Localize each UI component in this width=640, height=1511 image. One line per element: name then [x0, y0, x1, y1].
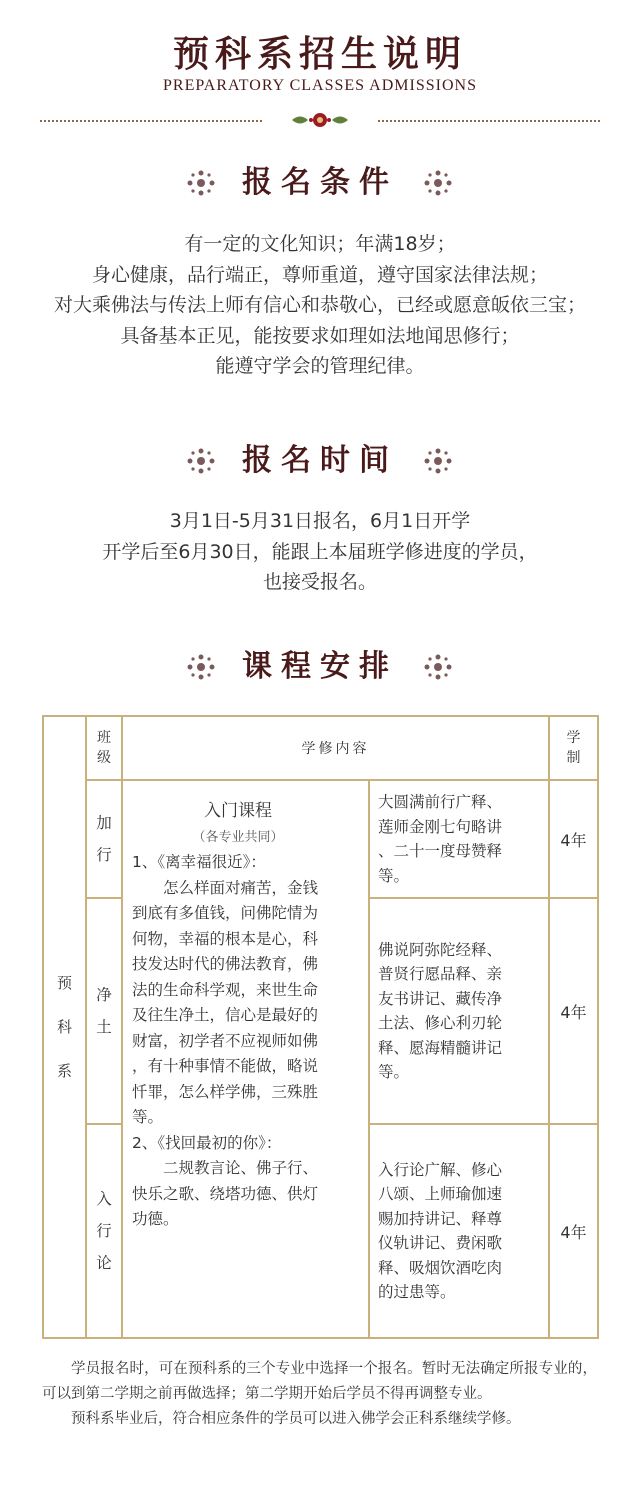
schedule-line: 3月1日-5月31日报名，6月1日开学	[169, 510, 471, 532]
common-course-title: 入门课程	[204, 801, 272, 821]
class-label: 入 行 论	[96, 1190, 112, 1272]
common-course-cell	[122, 780, 369, 1338]
schedule-line: 也接受报名。	[262, 571, 377, 593]
col-class-header	[86, 716, 122, 780]
page-title: 预科系招生说明	[172, 33, 467, 75]
admission-notes	[42, 1357, 597, 1432]
requirements-text	[0, 229, 640, 382]
dept-cell	[43, 716, 86, 1338]
course-item-line: 二规教言论、佛子行、	[163, 1159, 319, 1177]
table-row	[43, 780, 598, 898]
course-item-line: 忏罪，怎么样学佛，三殊胜	[132, 1082, 319, 1101]
col-content-header: 学修内容	[122, 716, 549, 780]
course-item-line: 法的生命科学观，来世生命	[132, 980, 319, 999]
requirements-heading	[0, 163, 640, 207]
note-paragraph: 预科系毕业后，符合相应条件的学员可以进入佛学会正科系继续学修。	[71, 1411, 521, 1427]
dharma-wheel-right-icon	[422, 447, 454, 475]
page-subtitle: PREPARATORY CLASSES ADMISSIONS	[163, 77, 477, 94]
texts-cell	[369, 898, 549, 1124]
text-line: 八颂、上师瑜伽速	[378, 1185, 503, 1203]
col-years-label: 学 制	[566, 730, 581, 766]
schedule-line: 开学后至6月30日，能跟上本届班学修进度的学员，	[102, 540, 538, 563]
text-line: 佛说阿弥陀经释、	[378, 940, 503, 959]
requirement-line: 能遵守学会的管理纪律。	[215, 355, 425, 377]
class-label: 加 行	[96, 814, 112, 864]
text-line: 释、吸烟饮酒吃肉	[378, 1258, 503, 1277]
col-class-label: 班 级	[97, 730, 111, 766]
course-item-line: 技发达时代的佛法教育，佛	[132, 955, 319, 973]
text-line: 赐加持讲记、释尊	[378, 1209, 503, 1228]
course-item-title: 2、《找回最初的你》：	[132, 1133, 282, 1152]
col-years-header	[549, 716, 598, 780]
course-item-line: 及往生净土，信心是最好的	[132, 1006, 319, 1024]
course-item-line: 等。	[132, 1108, 164, 1126]
course-table	[42, 715, 599, 1339]
course-item-line: 快乐之歌、绕塔功德、供灯	[132, 1184, 319, 1203]
text-line: 、二十一度母赞释	[378, 842, 503, 860]
note-paragraph: 学员报名时，可在预科系的三个专业中选择一个报名。暂时无法确定所报专业的，可以到第二学期之前再做选择；第二学期开始后学员不得再调整专业。	[42, 1361, 597, 1402]
course-item-line: 到底有多值钱，问佛陀情为	[132, 904, 319, 922]
years-cell: 4年	[549, 1124, 598, 1338]
schedule-heading	[0, 441, 640, 485]
text-line: 入行论广解、修心	[378, 1160, 503, 1179]
text-line: 大圆满前行广释、	[378, 793, 503, 811]
text-line: 释、愿海精髓讲记	[378, 1038, 503, 1057]
years-cell: 4年	[549, 780, 598, 898]
course-item-line: 何物，幸福的根本是心，科	[132, 929, 319, 948]
text-line: 等。	[378, 866, 410, 885]
texts-cell	[369, 1124, 549, 1338]
dharma-wheel-right-icon	[422, 653, 454, 681]
texts-cell	[369, 780, 549, 898]
courses-heading-text: 课程安排	[242, 649, 398, 684]
table-header-row	[43, 716, 598, 780]
text-line: 友书讲记、藏传净	[378, 989, 503, 1008]
text-line: 等。	[378, 1063, 410, 1081]
common-course-subtitle: （各专业共同）	[192, 829, 284, 845]
course-item-line: 功德。	[132, 1210, 179, 1228]
course-item-line: 财富，初学者不应视师如佛	[132, 1031, 319, 1050]
lotus-ornament-icon	[290, 112, 350, 128]
text-line: 莲师金刚七句略讲	[378, 817, 503, 836]
dept-label: 预 科 系	[56, 974, 72, 1080]
class-label: 净 土	[96, 986, 112, 1036]
course-item-line: 怎么样面对痛苦，金钱	[163, 878, 319, 897]
requirements-heading-text: 报名条件	[242, 165, 398, 200]
class-cell	[86, 898, 122, 1124]
requirement-line: 身心健康，品行端正，尊师重道，遵守国家法律法规；	[91, 263, 548, 286]
schedule-text	[0, 506, 640, 598]
courses-heading	[0, 647, 640, 691]
dharma-wheel-right-icon	[422, 169, 454, 197]
text-line: 普贤行愿品释、亲	[378, 965, 503, 983]
title-divider	[40, 112, 600, 128]
divider-dots-left	[40, 120, 262, 122]
text-line: 土法、修心利刃轮	[378, 1014, 503, 1032]
course-item-line: ，有十种事情不能做，略说	[132, 1057, 319, 1075]
text-line: 仪轨讲记、费闲歌	[378, 1234, 503, 1252]
course-item-title: 1、《离幸福很近》：	[132, 853, 266, 871]
divider-dots-right	[378, 120, 600, 122]
requirement-line: 有一定的文化知识；年满18岁；	[184, 233, 456, 255]
class-cell	[86, 1124, 122, 1338]
requirement-line: 对大乘佛法与传法上师有信心和恭敬心，已经或愿意皈依三宝；	[53, 294, 586, 316]
text-line: 的过患等。	[378, 1283, 456, 1301]
schedule-heading-text: 报名时间	[242, 443, 398, 478]
requirement-line: 具备基本正见，能按要求如理如法地闻思修行；	[120, 324, 520, 347]
years-cell: 4年	[549, 898, 598, 1124]
